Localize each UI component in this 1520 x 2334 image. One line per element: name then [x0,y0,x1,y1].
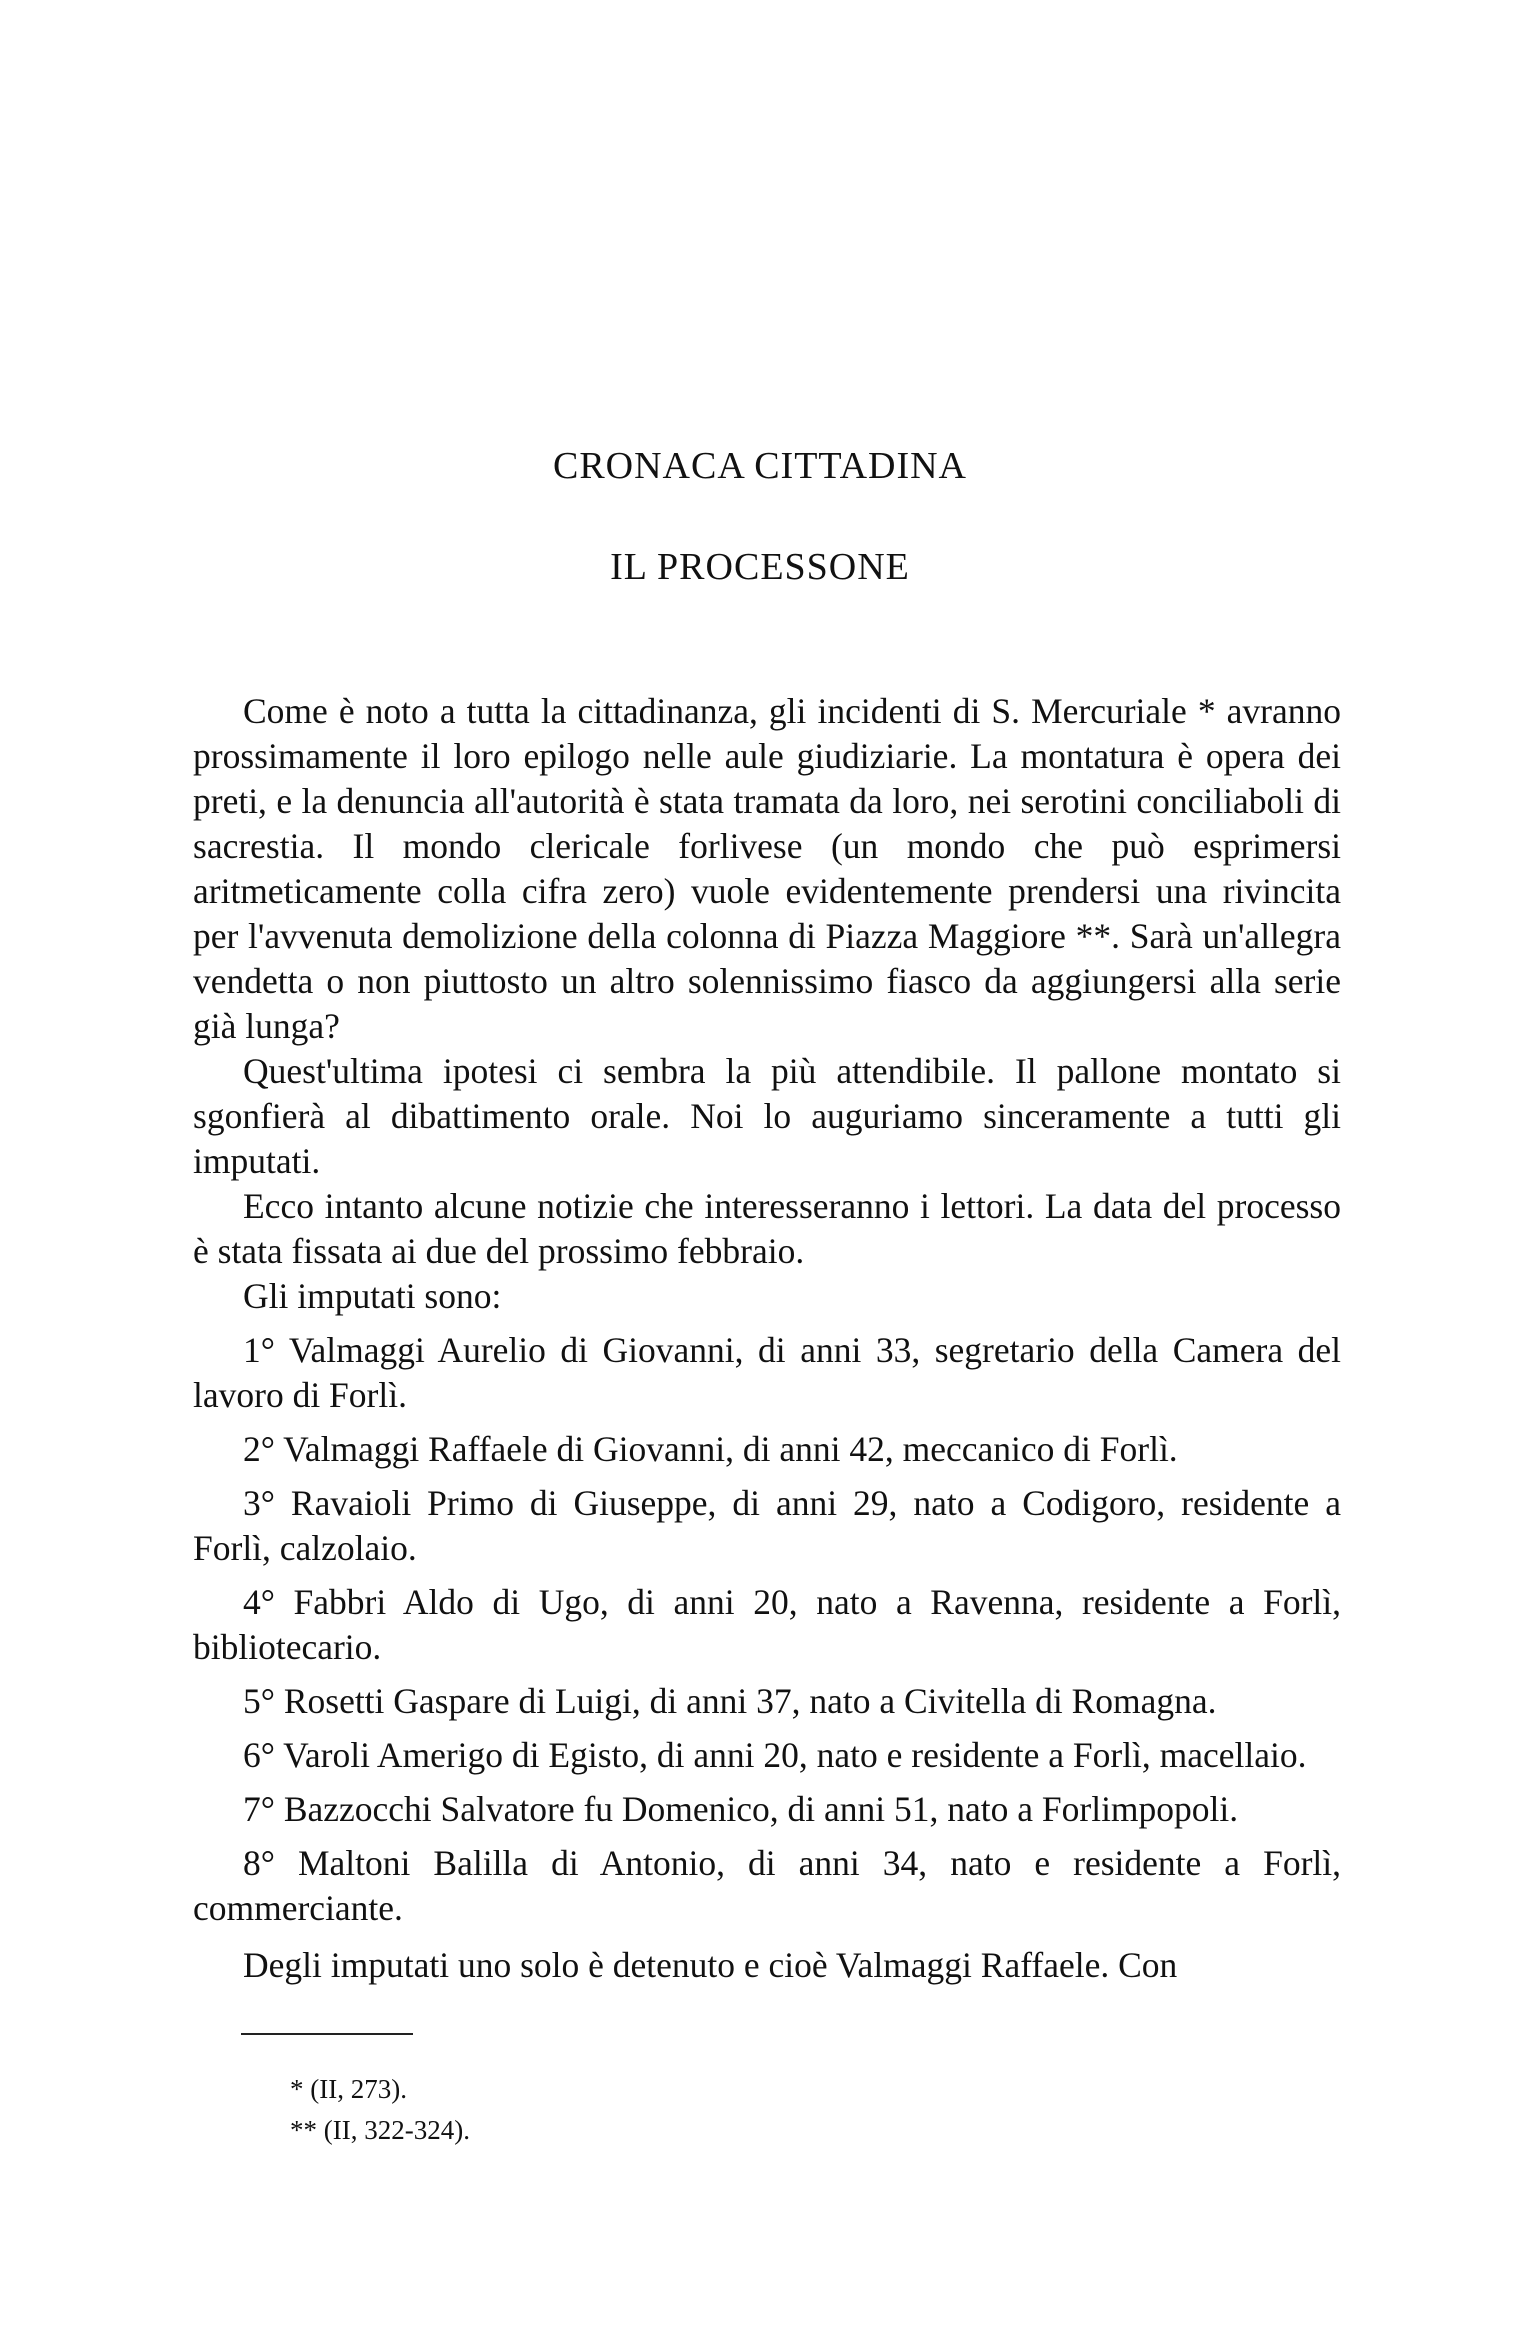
defendant-item: 4° Fabbri Aldo di Ugo, di anni 20, nato a Ravenna, residente a Forlì, bibliotecario. [193,1582,1341,1667]
footnote-2: ** (II, 322-324). [290,2115,470,2145]
article-title: IL PROCESSONE [610,546,910,588]
paragraph-closing: Degli imputati uno solo è detenuto e cioè Valmaggi Raffaele. Con [243,1945,1178,1985]
paragraph-news: Ecco intanto alcune notizie che interesseranno i lettori. La data del processo è stata fissata ai due del prossimo febbraio. [193,1186,1341,1271]
paragraph-intro: Come è noto a tutta la cittadinanza, gli incidenti di S. Mercuriale * avranno prossimamente il loro epilogo nelle aule giudiziarie. La montatura è opera dei preti, e la denuncia all'autorità è stata tramata da loro, nei serotini conciliaboli di sacrestia. Il mondo clericale forlivese (un mondo che può esprimersi aritmeticamente colla cifra zero) vuole evidentemente prendersi una rivincita per l'avvenuta demolizione della colonna di Piazza Maggiore **. Sarà un'allegra vendetta o non piuttosto un altro solennissimo fiasco da aggiungersi alla serie già lunga? [193,691,1341,1046]
defendant-item: 8° Maltoni Balilla di Antonio, di anni 34, nato e residente a Forlì, commerciante. [193,1843,1341,1928]
footnote-1: * (II, 273). [290,2074,407,2104]
article-body [193,689,1341,1988]
defendant-item: 3° Ravaioli Primo di Giuseppe, di anni 29, nato a Codigoro, residente a Forlì, calzolaio. [193,1483,1341,1568]
defendant-item: 1° Valmaggi Aurelio di Giovanni, di anni 33, segretario della Camera del lavoro di Forlì. [193,1330,1341,1415]
defendant-item: 6° Varoli Amerigo di Egisto, di anni 20, nato e residente a Forlì, macellaio. [243,1735,1307,1775]
paragraph-defendants-intro: Gli imputati sono: [243,1276,502,1316]
footnote-divider [241,2033,413,2035]
defendant-item: 5° Rosetti Gaspare di Luigi, di anni 37, nato a Civitella di Romagna. [243,1681,1217,1721]
section-kicker: CRONACA CITTADINA [552,445,967,487]
defendant-item: 7° Bazzocchi Salvatore fu Domenico, di anni 51, nato a Forlimpopoli. [243,1789,1239,1829]
footnotes [290,2069,470,2151]
defendant-item: 2° Valmaggi Raffaele di Giovanni, di anni 42, meccanico di Forlì. [243,1429,1178,1469]
paragraph-hypothesis: Quest'ultima ipotesi ci sembra la più attendibile. Il pallone montato si sgonfierà al dibattimento orale. Noi lo auguriamo sinceramente a tutti gli imputati. [193,1051,1341,1181]
